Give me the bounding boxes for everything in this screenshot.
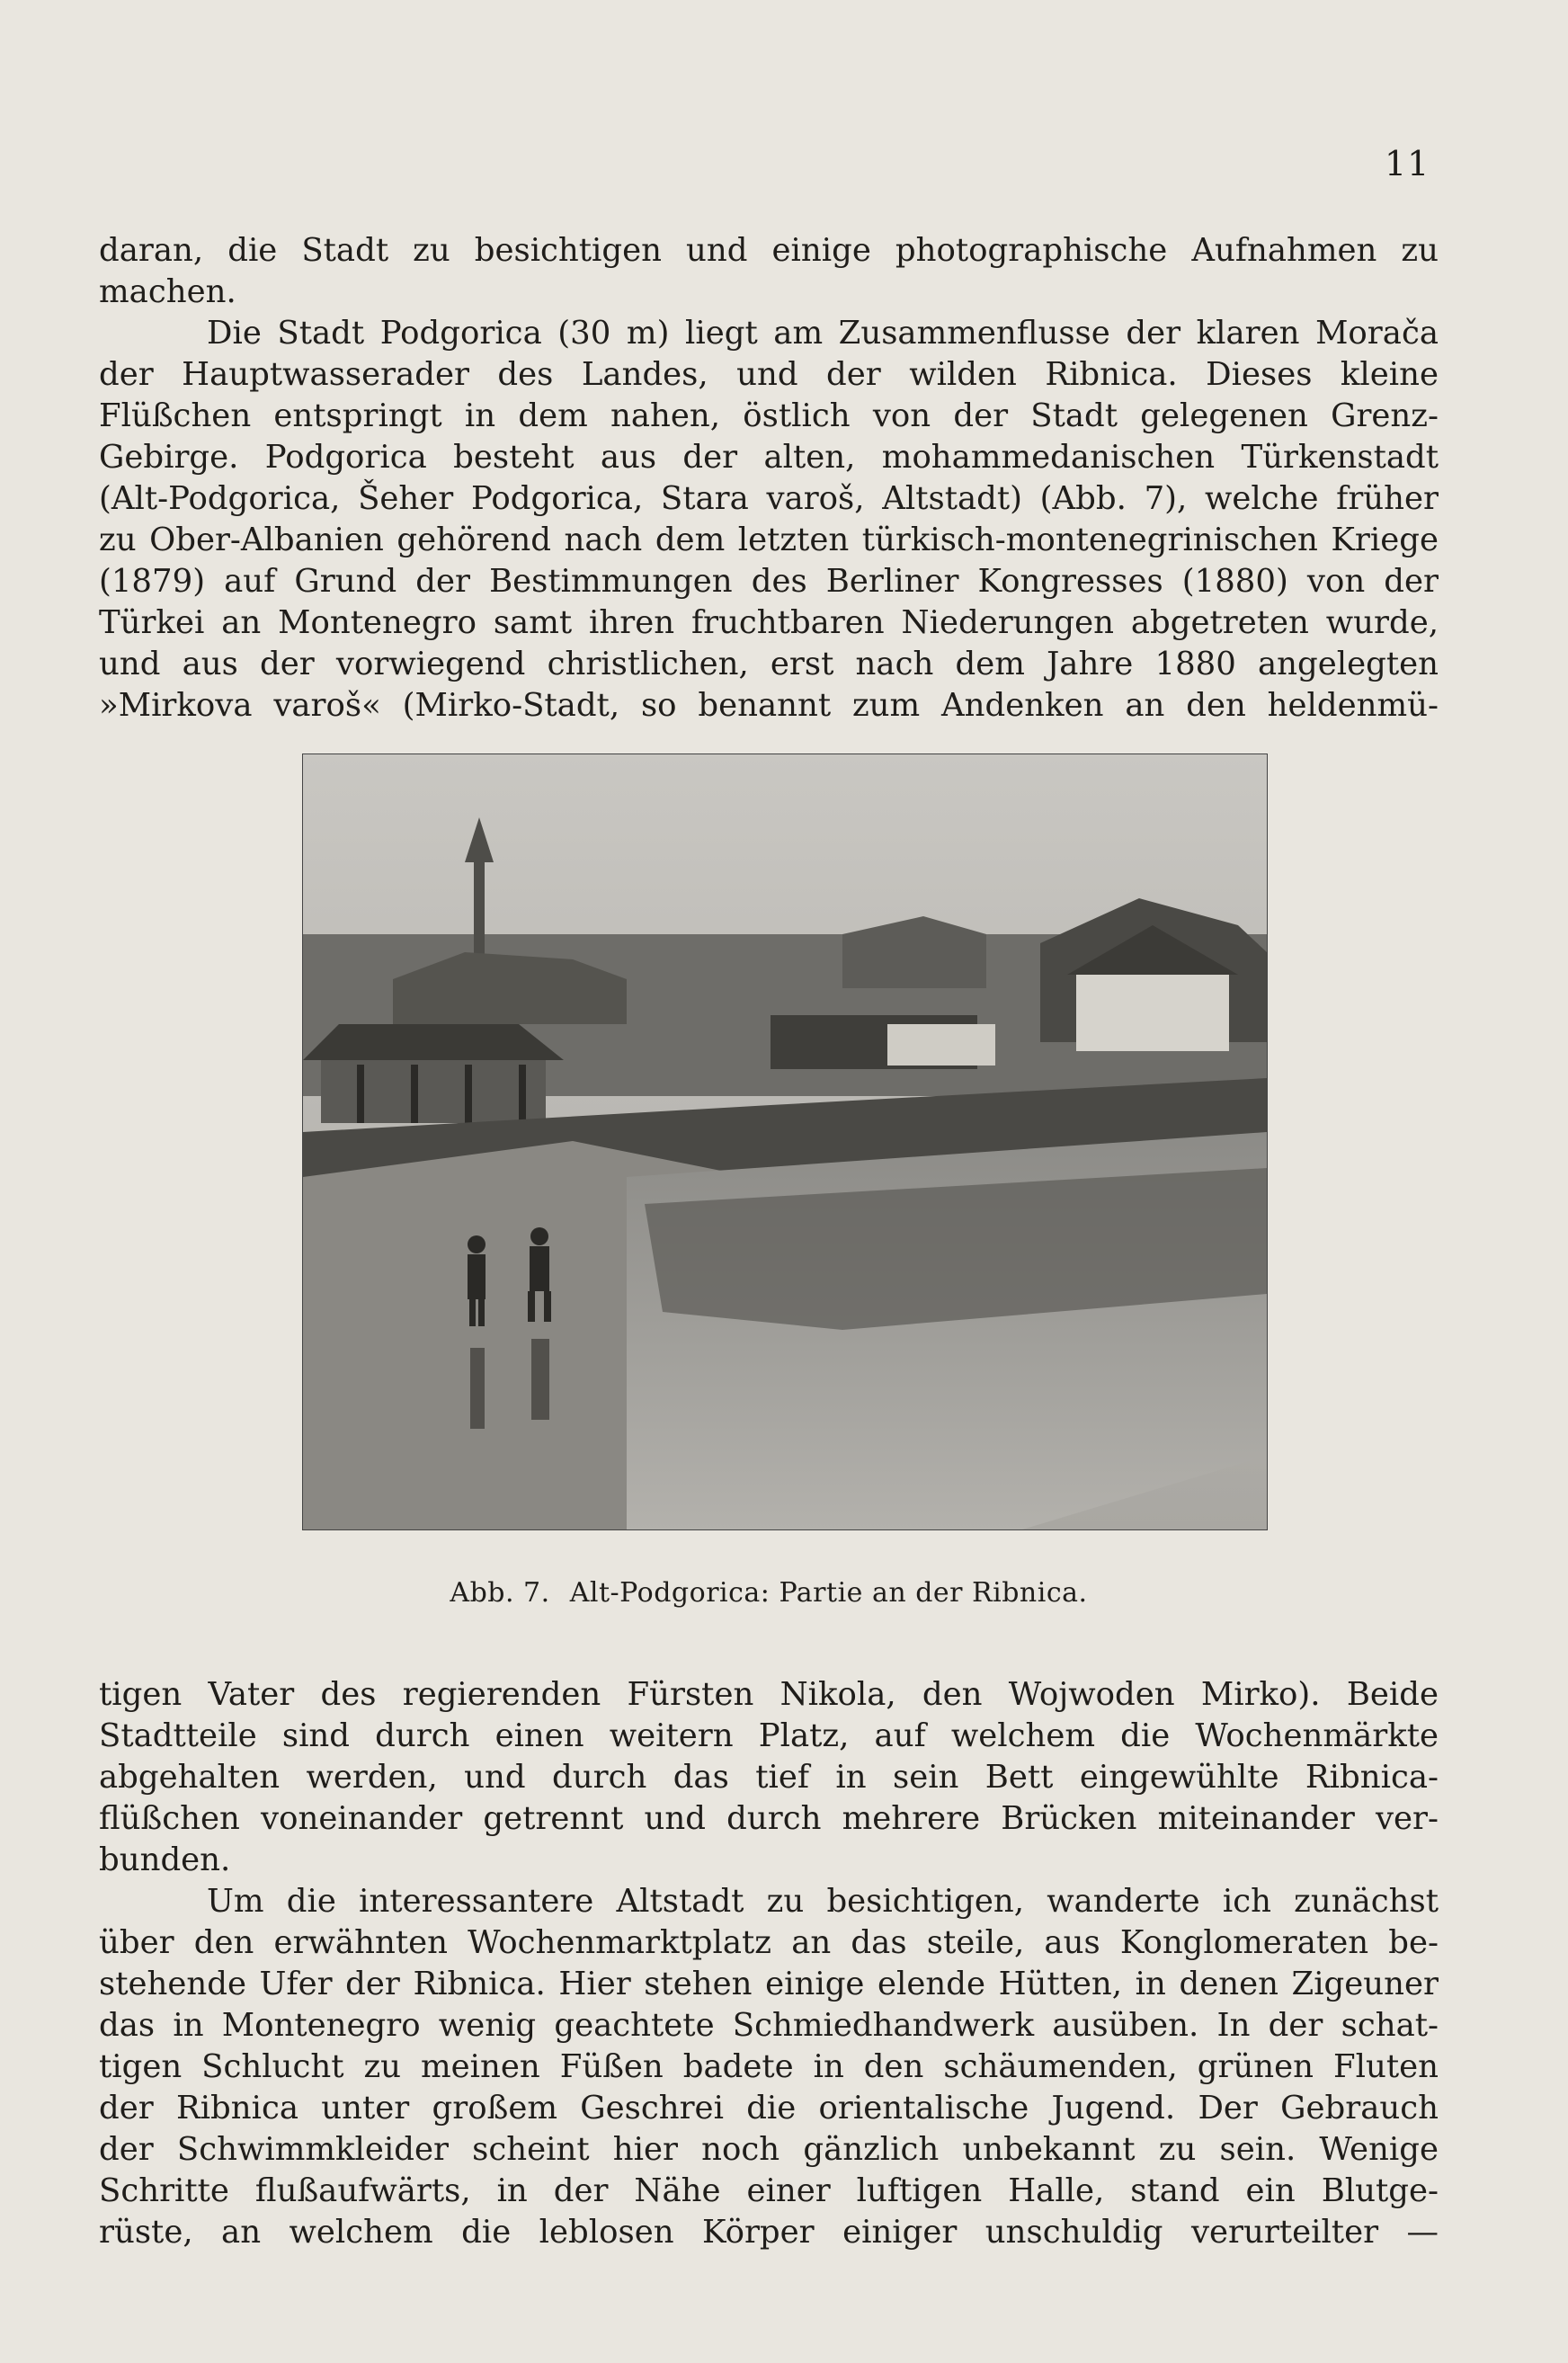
text-line: Gebirge. Podgorica besteht aus der alten, mohammedanischen Türkenstadt (99, 439, 1439, 476)
text-line: bunden. (99, 1841, 231, 1878)
text-line: Schritte flußaufwärts, in der Nähe einer luftigen Halle, stand ein Blutge- (99, 2172, 1439, 2209)
text-line: der Schwimmkleider scheint hier noch gänzlich unbekannt zu sein. Wenige (99, 2131, 1439, 2168)
text-block-bottom (99, 1674, 1439, 2253)
text-line: machen. (99, 273, 236, 310)
text-line: Stadtteile sind durch einen weitern Platz, auf welchem die Wochenmärkte (99, 1717, 1439, 1754)
figure-caption (99, 1577, 1439, 1609)
text-line: daran, die Stadt zu besichtigen und einige photographische Aufnahmen zu (99, 232, 1439, 269)
text-line: der Ribnica unter großem Geschrei die orientalische Jugend. Der Gebrauch (99, 2090, 1439, 2127)
text-line: Flüßchen entspringt in dem nahen, östlich von der Stadt gelegenen Grenz- (99, 397, 1439, 434)
text-line: Türkei an Montenegro samt ihren fruchtbaren Niederungen abgetreten wurde, (99, 604, 1439, 641)
text-line: tigen Vater des regierenden Fürsten Nikola, den Wojwoden Mirko). Beide (99, 1676, 1439, 1713)
text-line: Um die interessantere Altstadt zu besichtigen, wanderte ich zunächst (207, 1883, 1439, 1920)
text-line: (Alt-Podgorica, Šeher Podgorica, Stara varoš, Altstadt) (Abb. 7), welche früher (99, 480, 1439, 517)
text-line: und aus der vorwiegend christlichen, erst nach dem Jahre 1880 angelegten (99, 646, 1439, 682)
figure-title: Alt-Podgorica: Partie an der Ribnica. (569, 1577, 1088, 1609)
page-number: 11 (1385, 144, 1430, 183)
text-line: stehende Ufer der Ribnica. Hier stehen einige elende Hütten, in denen Zigeuner (99, 1966, 1439, 2002)
text-line: über den erwähnten Wochenmarktplatz an das steile, aus Konglomeraten be- (99, 1924, 1439, 1961)
text-line: abgehalten werden, und durch das tief in sein Bett eingewühlte Ribnica- (99, 1759, 1439, 1796)
text-line: flüßchen voneinander getrennt und durch mehrere Brücken miteinander ver- (99, 1800, 1439, 1837)
text-line: der Hauptwasserader des Landes, und der wilden Ribnica. Dieses kleine (99, 356, 1439, 393)
text-line: zu Ober-Albanien gehörend nach dem letzten türkisch-montenegrinischen Kriege (99, 522, 1439, 558)
text-line: rüste, an welchem die leblosen Körper einiger unschuldig verurteilter — (99, 2214, 1439, 2251)
photo-illustration (303, 754, 1267, 1529)
covered-hall (303, 1024, 564, 1060)
text-line: tigen Schlucht zu meinen Füßen badete in den schäumenden, grünen Fluten (99, 2048, 1439, 2085)
text-line: (1879) auf Grund der Bestimmungen des Berliner Kongresses (1880) von der (99, 563, 1439, 600)
text-block-top (99, 230, 1439, 727)
figure-label: Abb. 7. (450, 1577, 550, 1609)
text-line: Die Stadt Podgorica (30 m) liegt am Zusammenflusse der klaren Morača (207, 315, 1439, 352)
figure-photo-ribnica (302, 753, 1268, 1530)
text-line: das in Montenegro wenig geachtete Schmiedhandwerk ausüben. In der schat- (99, 2007, 1439, 2044)
text-line: »Mirkova varoš« (Mirko-Stadt, so benannt zum Andenken an den heldenmü- (99, 687, 1439, 724)
